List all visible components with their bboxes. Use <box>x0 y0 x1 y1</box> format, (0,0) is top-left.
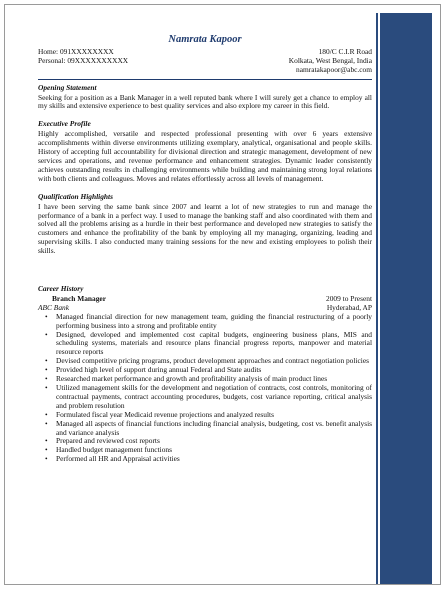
career-bullet-item: • Managed all aspects of financial functions including financial analysis, budgeting, cost vs. benefit analysis and variance analysis <box>56 420 372 438</box>
executive-profile-heading: Executive Profile <box>38 119 91 129</box>
personal-phone: Personal: 09XXXXXXXXXX <box>38 55 129 65</box>
address-line-1: 180/C C.I.R Road <box>318 46 372 56</box>
header-divider <box>38 79 372 80</box>
career-bullet-item: • Devised competitive pricing programs, product development approaches and contract negotiation policies <box>56 357 372 366</box>
decorative-sidebar <box>380 13 432 584</box>
opening-statement-text: Seeking for a position as a Bank Manager in a well reputed bank where I will surely get a chance to employ all my skills and extensive experience to best quality services and also explore my career in this field. <box>38 92 372 111</box>
career-bullet-item: • Provided high level of support during annual Federal and State audits <box>56 366 372 375</box>
career-bullet-item: • Researched market performance and growth and profitability analysis of main product lines <box>56 375 372 384</box>
email-address[interactable]: namratakapoor@abc.com <box>296 64 372 74</box>
company-name: ABC Bank <box>38 302 69 312</box>
contact-block <box>38 48 372 75</box>
contact-address <box>289 48 372 75</box>
qualification-highlights-heading: Qualification Highlights <box>38 191 113 201</box>
address-line-2: Kolkata, West Bengal, India <box>288 55 372 65</box>
home-phone: Home: 091XXXXXXXX <box>38 46 114 56</box>
contact-phones <box>38 48 128 75</box>
qualification-highlights-text: I have been serving the same bank since 2007 and learnt a lot of new strategies to run and manage the performance of a bank in a perfect way. I used to manage the banking staff and also coordinated with them and solved all the problems arising as a hurdle in their best performance and developed new strategies to satisfy the customers and enhance the profitability of the bank by employing all my managing, organizing, leading and supervising skills. I also conducted many training sessions for the new and existing employees to polish their skills. <box>38 201 372 256</box>
sidebar-edge-line <box>376 13 378 584</box>
career-bullet-item: • Formulated fiscal year Medicaid revenue projections and analyzed results <box>56 411 372 420</box>
career-bullet-item: • Designed, developed and implemented cost capital budgets, engineering business plans, MIS and scheduling systems, materials and resource plans financial progress reports, manpower and material resource reports <box>56 331 372 358</box>
career-bullet-list <box>38 313 372 464</box>
job-title: Branch Manager <box>52 293 106 303</box>
career-bullet-item: • Utilized management skills for the development and negotiation of contracts, cost controls, monitoring of contractual payments, contract accounting procedures, budgets, cost variance reporting, critical analysis and problem resolution <box>56 384 372 411</box>
candidate-name: Namrata Kapoor <box>168 34 242 45</box>
resume-content <box>38 36 372 464</box>
career-bullet-item: • Handled budget management functions <box>56 446 372 455</box>
executive-profile-text: Highly accomplished, versatile and respected professional presenting with over 6 years extensive accomplishments within diverse environments utilizing exemplary, analytical, organisational and people skills. History of accepting full accountability for divisional direction and strategic management, development of new services and operations, and revenue performance and enhancement strategies. Dynamic leader consistently achieves outstanding results in challenging environments while building and maintaining strong loyal relations with both clients and colleagues. Moves and relates effortlessly across all levels of management. <box>38 129 372 183</box>
job-header <box>38 295 372 304</box>
opening-statement-heading: Opening Statement <box>38 82 97 92</box>
job-dates: 2009 to Present <box>326 293 372 303</box>
section-spacer <box>38 265 372 283</box>
career-bullet-item: • Managed financial direction for new management team, guiding the financial restructuring of a poorly performing business into a strong and profitable entity <box>56 313 372 331</box>
job-location: Hyderabad, AP <box>326 302 372 312</box>
career-bullet-item: • Performed all HR and Appraisal activities <box>56 455 372 464</box>
career-bullet-item: • Prepared and reviewed cost reports <box>56 437 372 446</box>
career-history-heading: Career History <box>38 284 84 294</box>
